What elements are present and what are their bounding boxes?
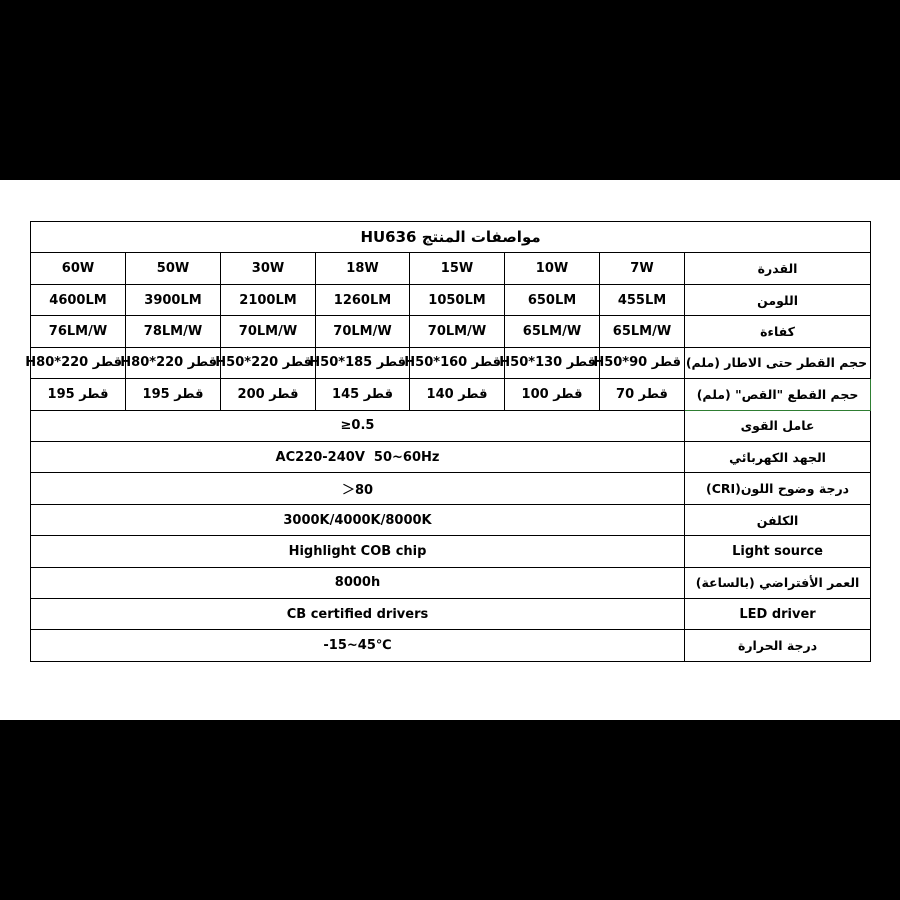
efficacy-cell: 76LM/W [31, 316, 126, 347]
cri-value: ＞80 [31, 473, 685, 504]
frame-size-label: حجم القطر حتى الاطار (ملم) [685, 347, 871, 378]
frame-size-cell: قطر 220*H80 [31, 347, 126, 378]
voltage-value: AC220-240V 50~60Hz [31, 441, 685, 472]
led-driver-value: CB certified drivers [31, 599, 685, 630]
light-source-value: Highlight COB chip [31, 536, 685, 567]
cutout-cell: قطر 195 [126, 379, 221, 410]
voltage-label: الجهد الكهربائي [685, 441, 871, 472]
light-source-row [31, 536, 871, 567]
kelvin-row [31, 504, 871, 535]
cutout-cell: قطر 195 [31, 379, 126, 410]
efficacy-label: كفاءة [685, 316, 871, 347]
frame-size-cell: قطر 90*H50 [600, 347, 685, 378]
title-row [31, 222, 871, 253]
power-factor-value: ≥0.5 [31, 410, 685, 441]
lifetime-value: 8000h [31, 567, 685, 598]
efficacy-cell: 70LM/W [410, 316, 505, 347]
power-row [31, 253, 871, 284]
kelvin-label: الكلفن [685, 504, 871, 535]
lifetime-row [31, 567, 871, 598]
temperature-value: -15~45℃ [31, 630, 685, 662]
cutout-cell: قطر 200 [221, 379, 316, 410]
led-driver-row [31, 599, 871, 630]
led-driver-label: LED driver [685, 599, 871, 630]
lifetime-label: العمر الأفتراضي (بالساعة) [685, 567, 871, 598]
lumen-cell: 2100LM [221, 284, 316, 315]
frame-size-cell: قطر 220*H80 [126, 347, 221, 378]
efficacy-cell: 65LM/W [600, 316, 685, 347]
efficacy-cell: 78LM/W [126, 316, 221, 347]
frame-size-cell: قطر 220*H50 [221, 347, 316, 378]
table-title: مواصفات المنتج HU636 [31, 222, 871, 253]
lumen-cell: 1050LM [410, 284, 505, 315]
kelvin-value: 3000K/4000K/8000K [31, 504, 685, 535]
temperature-label: درجة الحرارة [685, 630, 871, 662]
efficacy-cell: 65LM/W [505, 316, 600, 347]
cutout-cell: قطر 100 [505, 379, 600, 410]
power-cell: 50W [126, 253, 221, 284]
power-cell: 10W [505, 253, 600, 284]
lumen-label: اللومن [685, 284, 871, 315]
frame-size-cell: قطر 185*H50 [316, 347, 410, 378]
lumen-cell: 4600LM [31, 284, 126, 315]
lumen-cell: 455LM [600, 284, 685, 315]
lumen-cell: 1260LM [316, 284, 410, 315]
power-cell: 7W [600, 253, 685, 284]
lumen-row [31, 284, 871, 315]
cutout-label: حجم القطع "القص" (ملم) [685, 379, 871, 410]
cri-row [31, 473, 871, 504]
frame-size-cell: قطر 130*H50 [505, 347, 600, 378]
temperature-row [31, 630, 871, 662]
frame-size-cell: قطر 160*H50 [410, 347, 505, 378]
cutout-cell: قطر 70 [600, 379, 685, 410]
power-cell: 15W [410, 253, 505, 284]
power-factor-row [31, 410, 871, 441]
frame-size-row [31, 347, 871, 378]
spec-table [25, 221, 871, 662]
voltage-row [31, 441, 871, 472]
cutout-cell: قطر 145 [316, 379, 410, 410]
cutout-row [31, 379, 871, 410]
efficacy-cell: 70LM/W [316, 316, 410, 347]
power-cell: 18W [316, 253, 410, 284]
efficacy-cell: 70LM/W [221, 316, 316, 347]
power-factor-label: عامل القوى [685, 410, 871, 441]
lumen-cell: 3900LM [126, 284, 221, 315]
power-label: القدرة [685, 253, 871, 284]
power-cell: 30W [221, 253, 316, 284]
light-source-label: Light source [685, 536, 871, 567]
power-cell: 60W [31, 253, 126, 284]
lumen-cell: 650LM [505, 284, 600, 315]
efficacy-row [31, 316, 871, 347]
cutout-cell: قطر 140 [410, 379, 505, 410]
cri-label: درجة وضوح اللون(CRI) [685, 473, 871, 504]
